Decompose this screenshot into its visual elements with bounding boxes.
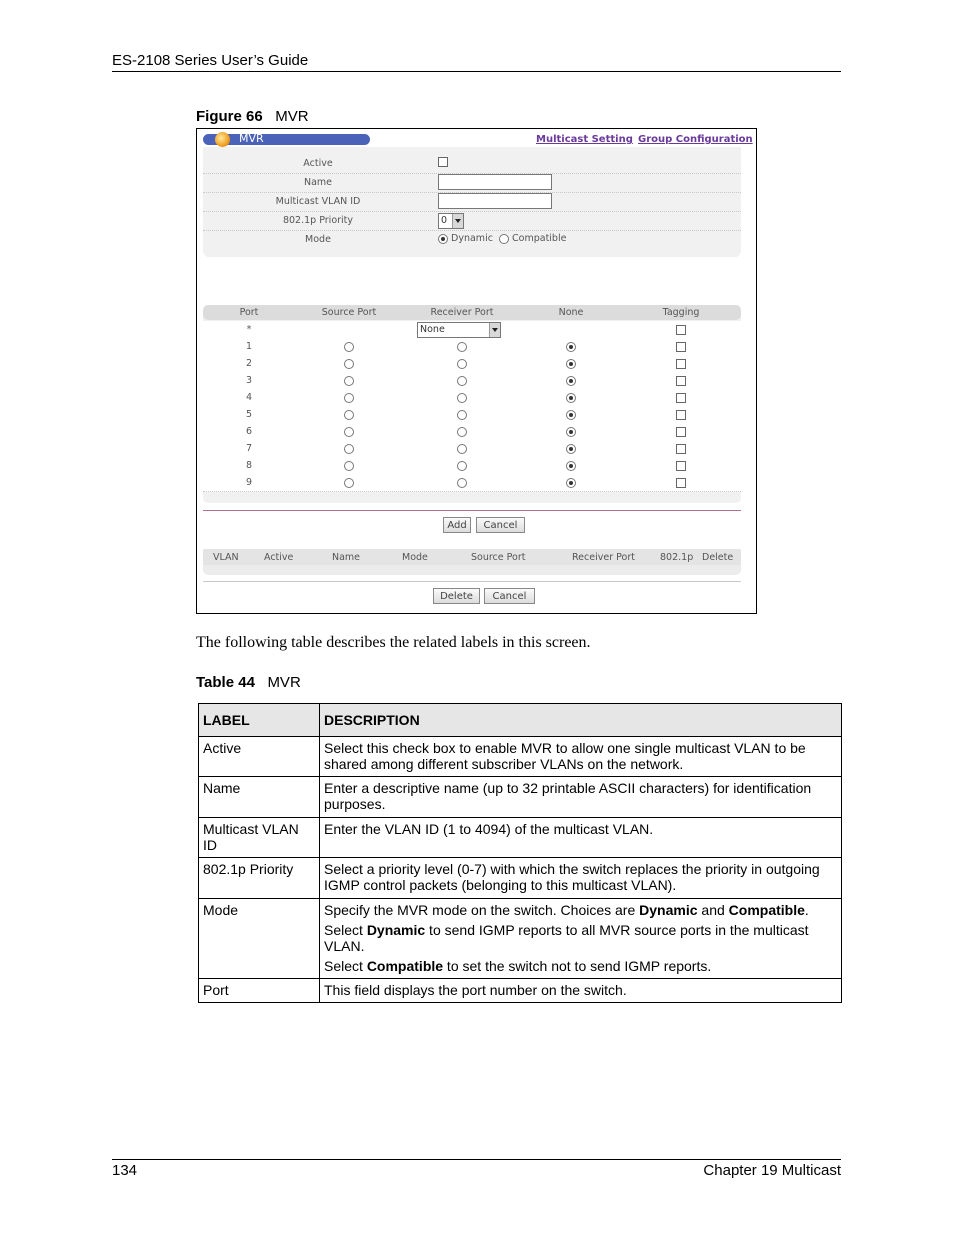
port-row: [203, 338, 741, 356]
mode-dynamic-radio[interactable]: [438, 234, 448, 244]
port-table-header: [203, 305, 741, 320]
mode-dynamic-label: Dynamic: [451, 233, 493, 244]
tagging-checkbox[interactable]: [676, 444, 686, 454]
none-radio[interactable]: [566, 461, 576, 471]
row-description: Enter a descriptive name (up to 32 printable ASCII characters) for identification purposes.: [320, 777, 842, 818]
source-port-radio[interactable]: [344, 478, 354, 488]
footer-rule: [112, 1159, 841, 1160]
name-row: [203, 174, 741, 193]
header-label: LABEL: [199, 704, 320, 737]
none-radio[interactable]: [566, 478, 576, 488]
figure-caption: [196, 108, 309, 125]
vlan-id-row: [203, 193, 741, 212]
row-label: Port: [199, 979, 320, 1003]
port-number: 4: [245, 392, 253, 403]
group-configuration-link[interactable]: Group Configuration: [638, 134, 753, 145]
port-number: 3: [245, 375, 253, 386]
row-description: This field displays the port number on the switch.: [320, 979, 842, 1003]
intro-text: The following table describes the related labels in this screen.: [196, 634, 591, 651]
mode-label: Mode: [305, 234, 331, 245]
source-port-radio[interactable]: [344, 410, 354, 420]
col-receiver-port: Receiver Port: [572, 552, 635, 563]
priority-select[interactable]: 0: [438, 213, 464, 229]
tagging-checkbox[interactable]: [676, 342, 686, 352]
receiver-port-radio[interactable]: [457, 461, 467, 471]
delete-button[interactable]: Delete: [433, 588, 480, 604]
receiver-port-radio[interactable]: [457, 478, 467, 488]
table-row: [199, 858, 842, 899]
chevron-down-icon: [489, 323, 500, 337]
source-port-radio[interactable]: [344, 359, 354, 369]
header-rule: [112, 71, 841, 72]
zyxel-logo-icon: [215, 132, 230, 147]
tagging-checkbox[interactable]: [676, 393, 686, 403]
mode-compatible-label: Compatible: [512, 233, 567, 244]
vlan-id-label: Multicast VLAN ID: [275, 196, 361, 207]
receiver-port-radio[interactable]: [457, 376, 467, 386]
tagging-checkbox[interactable]: [676, 427, 686, 437]
running-header: ES-2108 Series User’s Guide: [112, 52, 309, 69]
receiver-port-radio[interactable]: [457, 410, 467, 420]
col-priority: 802.1p: [660, 552, 694, 563]
none-radio[interactable]: [566, 427, 576, 437]
none-radio[interactable]: [566, 342, 576, 352]
col-delete: Delete: [702, 552, 734, 563]
none-radio[interactable]: [566, 376, 576, 386]
vlan-table-header: [203, 549, 741, 565]
source-port-radio[interactable]: [344, 461, 354, 471]
tagging-checkbox[interactable]: [676, 359, 686, 369]
source-port-radio[interactable]: [344, 342, 354, 352]
col-name: Name: [332, 552, 361, 563]
mvr-screenshot: [196, 128, 757, 614]
none-radio[interactable]: [566, 410, 576, 420]
none-radio[interactable]: [566, 359, 576, 369]
figure-label: Figure 66: [196, 108, 263, 125]
table-row: [199, 899, 842, 979]
col-port: Port: [239, 307, 259, 318]
tagging-checkbox[interactable]: [676, 376, 686, 386]
row-description: Select this check box to enable MVR to allow one single multicast VLAN to be shared among different subscriber VLANs on the network.: [320, 737, 842, 777]
row-description: Enter the VLAN ID (1 to 4094) of the multicast VLAN.: [320, 818, 842, 858]
screen-title: MVR: [239, 132, 264, 145]
cancel-delete-button[interactable]: Cancel: [484, 588, 535, 604]
table-row: [199, 979, 842, 1003]
col-active: Active: [264, 552, 294, 563]
port-row: [203, 355, 741, 373]
port-row: [203, 372, 741, 390]
row-label: Name: [199, 777, 320, 818]
receiver-port-radio[interactable]: [457, 342, 467, 352]
port-number: 6: [245, 426, 253, 437]
col-source-port: Source Port: [321, 307, 377, 318]
chapter-title: Chapter 19 Multicast: [703, 1162, 841, 1179]
receiver-port-radio[interactable]: [457, 427, 467, 437]
table-row: [199, 737, 842, 777]
priority-row: [203, 212, 741, 231]
port-number: 8: [245, 460, 253, 471]
row-label: 802.1p Priority: [199, 858, 320, 899]
row-description: Select a priority level (0-7) with which the switch replaces the priority in outgoing IGMP control packets (belonging to this multicast VLAN).: [320, 858, 842, 899]
none-radio[interactable]: [566, 444, 576, 454]
name-label: Name: [303, 177, 333, 188]
row-label: Multicast VLAN ID: [199, 818, 320, 858]
priority-label: 802.1p Priority: [282, 215, 354, 226]
receiver-port-radio[interactable]: [457, 393, 467, 403]
col-mode: Mode: [402, 552, 428, 563]
port-number: *: [246, 324, 252, 335]
table-label: Table 44: [196, 674, 255, 691]
row-label: Mode: [199, 899, 320, 979]
col-tagging: Tagging: [662, 307, 700, 318]
col-source-port: Source Port: [471, 552, 526, 563]
port-row: [203, 406, 741, 424]
port-row: [203, 440, 741, 458]
mode-row: [203, 231, 741, 249]
port-number: 7: [245, 443, 253, 454]
source-port-radio[interactable]: [344, 376, 354, 386]
col-vlan: VLAN: [213, 552, 239, 563]
header-description: DESCRIPTION: [320, 704, 842, 737]
row-description: Specify the MVR mode on the switch. Choices are Dynamic and Compatible. Select Dynamic to send IGMP reports to all MVR source ports in the multicast VLAN. Select Compatible to set the switch not to send IGMP reports.: [320, 899, 842, 979]
receiver-port-radio[interactable]: [457, 359, 467, 369]
name-input[interactable]: [438, 174, 552, 190]
table-header-row: [199, 704, 842, 737]
divider: [203, 510, 741, 511]
port-number: 9: [245, 477, 253, 488]
source-port-radio[interactable]: [344, 427, 354, 437]
page-number: 134: [112, 1162, 138, 1179]
table-caption: [196, 674, 301, 691]
active-label: Active: [303, 158, 333, 169]
source-port-radio[interactable]: [344, 393, 354, 403]
tagging-checkbox[interactable]: [676, 410, 686, 420]
port-row-all: [203, 321, 741, 339]
tagging-checkbox[interactable]: [676, 478, 686, 488]
table-title: MVR: [267, 674, 301, 691]
col-none: None: [558, 307, 584, 318]
port-number: 1: [245, 341, 253, 352]
port-row: [203, 389, 741, 407]
cancel-button[interactable]: Cancel: [476, 517, 525, 533]
active-checkbox[interactable]: [438, 157, 448, 167]
vlan-table-body: [203, 565, 741, 575]
screen-title-bar: [203, 134, 370, 145]
table-row: [199, 818, 842, 858]
col-receiver-port: Receiver Port: [430, 307, 494, 318]
figure-title: MVR: [275, 108, 309, 125]
tagging-checkbox[interactable]: [676, 325, 686, 335]
mode-compatible-radio[interactable]: [499, 234, 509, 244]
label-description-table: [198, 703, 842, 1003]
port-number: 2: [245, 358, 253, 369]
port-role-select[interactable]: None: [417, 322, 501, 338]
divider: [203, 581, 741, 582]
none-radio[interactable]: [566, 393, 576, 403]
vlan-id-input[interactable]: [438, 193, 552, 209]
tagging-checkbox[interactable]: [676, 461, 686, 471]
active-row: [203, 155, 741, 174]
chevron-down-icon: [452, 214, 463, 228]
row-label: Active: [199, 737, 320, 777]
port-row: [203, 457, 741, 475]
multicast-setting-link[interactable]: Multicast Setting: [536, 134, 633, 145]
receiver-port-radio[interactable]: [457, 444, 467, 454]
port-row: [203, 474, 741, 492]
port-number: 5: [245, 409, 253, 420]
table-row: [199, 777, 842, 818]
port-row: [203, 423, 741, 441]
source-port-radio[interactable]: [344, 444, 354, 454]
add-button[interactable]: Add: [443, 517, 471, 533]
